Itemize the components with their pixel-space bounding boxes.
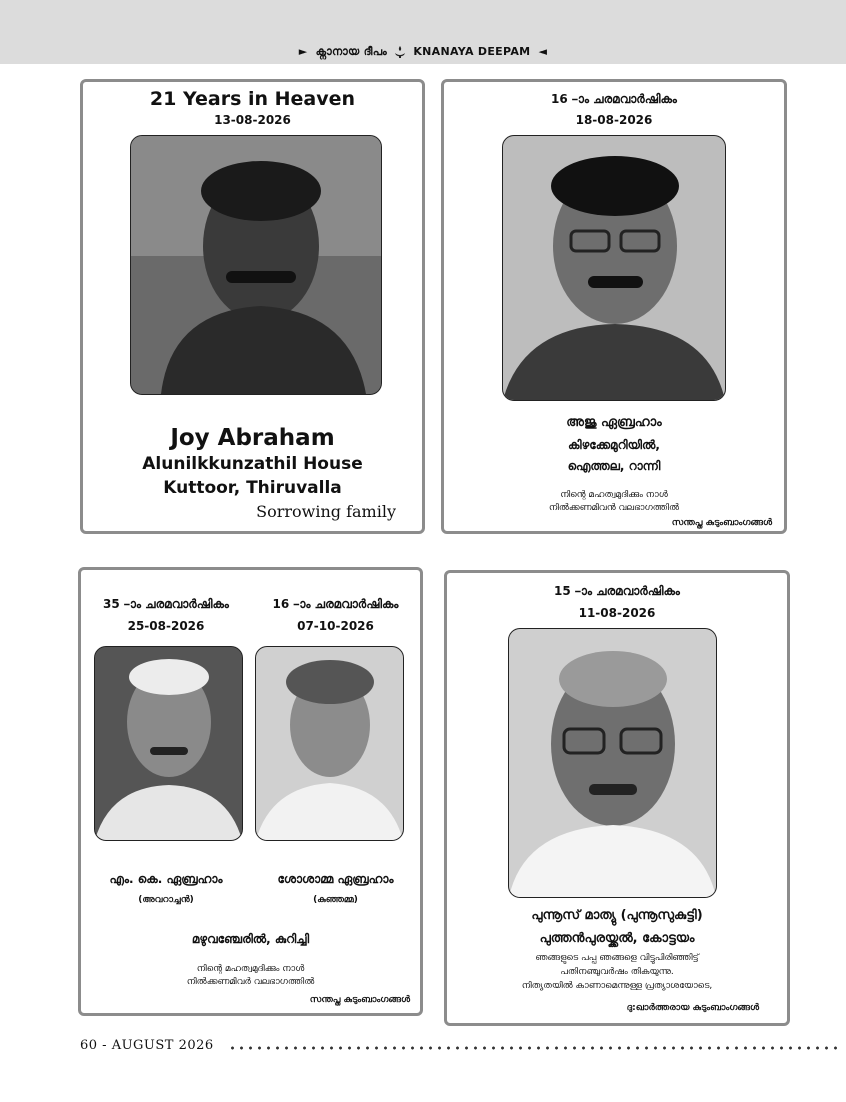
card3-left-name: എം. കെ. ഏബ്രഹാം bbox=[109, 872, 223, 886]
card2-date: 18-08-2026 bbox=[575, 113, 653, 127]
card2-verse-line2: നിൽക്കണമിവൻ വലഭാഗത്തിൽ bbox=[548, 503, 680, 513]
card4-date: 11-08-2026 bbox=[578, 606, 656, 620]
card3-left-date: 25-08-2026 bbox=[127, 619, 205, 633]
card2-from: സന്തപ്ത കുടുംബാംഗങ്ങൾ bbox=[671, 518, 772, 528]
card4-line2: പതിനഞ്ചുവർഷം തികയുന്നു. bbox=[560, 967, 674, 977]
card3-verse-line2: നിൽക്കണമിവർ വലഭാഗത്തിൽ bbox=[186, 977, 315, 987]
masthead bbox=[0, 42, 846, 62]
card3-verse-line1: നിന്റെ മഹത്വമുദിക്കും നാൾ bbox=[196, 964, 305, 974]
card4-house: പുത്തൻപുരയ്ക്കൽ, കോട്ടയം bbox=[539, 931, 695, 946]
card2-heading: 16 –ാം ചരമവാർഷികം bbox=[551, 92, 677, 106]
card1-date: 13-08-2026 bbox=[214, 113, 291, 127]
card3-left-heading: 35 –ാം ചരമവാർഷികം bbox=[103, 597, 229, 611]
card3-right-name: ശോശാമ്മ ഏബ്രഹാം bbox=[277, 872, 394, 886]
card3-left-nickname: (അവറാച്ചൻ) bbox=[138, 895, 194, 905]
card4-name: പുന്നൂസ് മാത്യു (പുന്നൂസുകുട്ടി) bbox=[531, 908, 703, 923]
card2-house: കിഴക്കേമുറിയിൽ, bbox=[568, 438, 660, 452]
obituary-card-aju-abraham bbox=[441, 79, 787, 534]
masthead-title-ml: ക്നാനായ ദീപം bbox=[315, 45, 388, 58]
footer-dotted-rule bbox=[228, 1046, 843, 1050]
card1-place: Kuttoor, Thiruvalla bbox=[163, 478, 342, 498]
card1-name: Joy Abraham bbox=[170, 425, 335, 451]
portrait-photo-left bbox=[94, 646, 243, 841]
card1-from: Sorrowing family bbox=[256, 502, 396, 521]
card4-heading: 15 –ാം ചരമവാർഷികം bbox=[554, 584, 680, 598]
left-arrow: ► bbox=[298, 45, 308, 58]
portrait-photo-right bbox=[255, 646, 404, 841]
card1-house: Alunilkkunzathil House bbox=[142, 454, 363, 474]
obituary-card-mazhuvancheril bbox=[78, 567, 423, 1016]
card4-line3: നിത്യതയിൽ കാണാമെന്നുള്ള പ്രത്യാശയോടെ, bbox=[521, 981, 713, 991]
right-arrow: ◄ bbox=[538, 45, 548, 58]
card3-right-heading: 16 –ാം ചരമവാർഷികം bbox=[272, 597, 399, 611]
card1-heading: 21 Years in Heaven bbox=[149, 88, 356, 110]
card4-line1: ഞങ്ങളുടെ പപ്പ ഞങ്ങളെ വിട്ടുപിരിഞ്ഞിട്ട് bbox=[535, 953, 699, 963]
card3-right-date: 07-10-2026 bbox=[297, 619, 374, 633]
page-footer: 60 - AUGUST 2026 bbox=[80, 1038, 214, 1053]
portrait-photo bbox=[508, 628, 717, 898]
card2-place: ഐത്തല, റാന്നി bbox=[567, 459, 661, 473]
masthead-title-en: KNANAYA DEEPAM bbox=[413, 45, 531, 58]
card3-from: സന്തപ്ത കുടുംബാംഗങ്ങൾ bbox=[309, 995, 410, 1005]
card3-right-nickname: (കുഞ്ഞമ്മ) bbox=[313, 895, 358, 905]
oil-lamp-icon bbox=[394, 45, 406, 59]
portrait-photo bbox=[502, 135, 726, 401]
card3-house: മഴുവഞ്ചേരിൽ, കുറിച്ചി bbox=[191, 932, 310, 946]
card4-from: ദു:ഖാർത്തരായ കുടുംബാംഗങ്ങൾ bbox=[626, 1003, 759, 1013]
obituary-card-joy-abraham bbox=[80, 79, 425, 534]
portrait-photo bbox=[130, 135, 382, 395]
card2-verse-line1: നിന്റെ മഹത്വമുദിക്കും നാൾ bbox=[560, 490, 668, 500]
obituary-card-punnoose-mathew bbox=[444, 570, 790, 1026]
card2-name: അജു ഏബ്രഹാം bbox=[566, 415, 662, 430]
